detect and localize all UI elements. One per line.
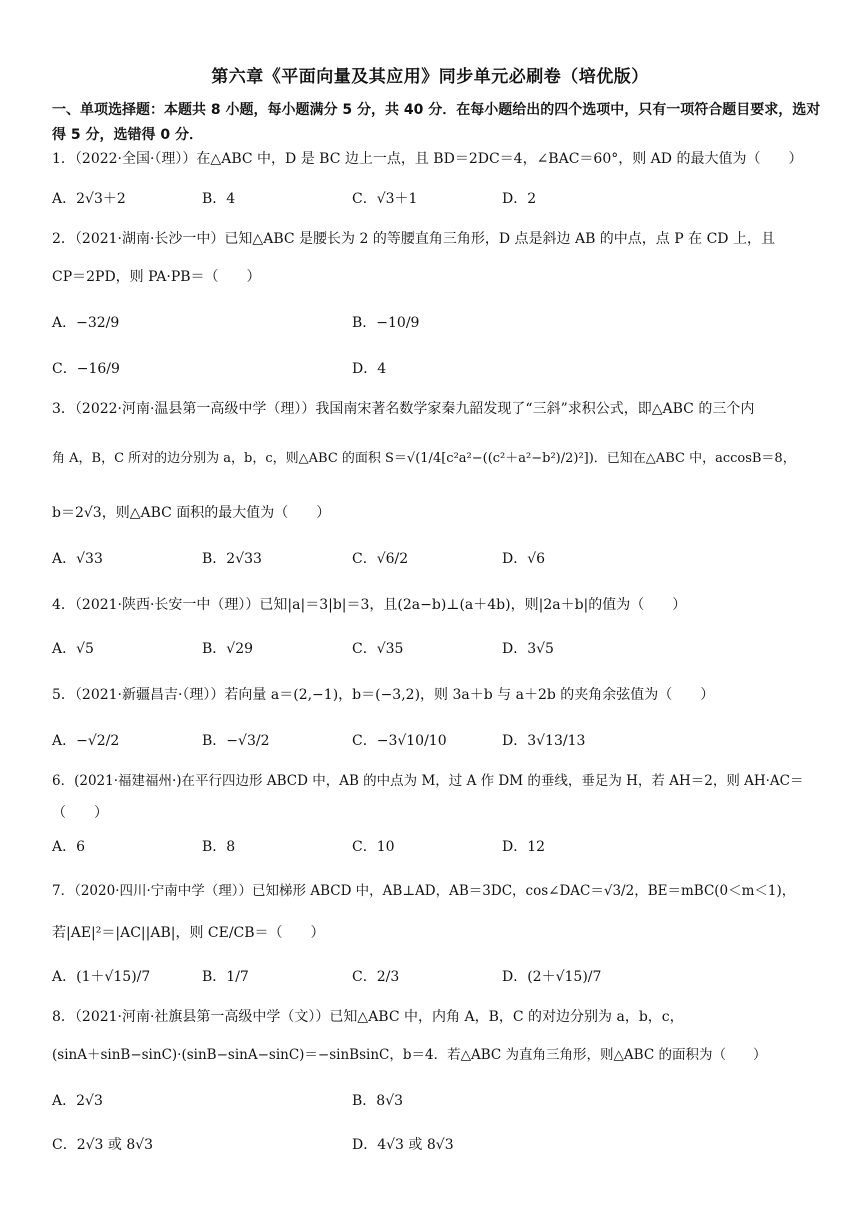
q7-option-d: D．(2＋√15)/7	[502, 969, 602, 985]
question-2-stem-line2: CP＝2PD，则 PA·PB＝（ ）	[52, 269, 261, 285]
question-3-stem-line1: 3．（2022·河南·温县第一高级中学（理））我国南宋著名数学家秦九韶发现了“三斜”求积公式，即△ABC 的三个内	[52, 401, 755, 417]
q5-option-c: C．−3√10/10	[352, 733, 447, 749]
question-6-stem-line1: 6．(2021·福建福州·)在平行四边形 ABCD 中，AB 的中点为 M，过 A 作 DM 的垂线，垂足为 H，若 AH＝2，则 AH·AC＝	[52, 773, 804, 789]
q3-option-a: A．√33	[52, 551, 103, 567]
q3-option-b: B．2√33	[202, 551, 262, 567]
q1-option-c: C．√3＋1	[352, 191, 418, 207]
q7-option-c: C．2/3	[352, 969, 400, 985]
q2-option-a: A．−32/9	[52, 315, 120, 331]
q8-option-d: D．4√3 或 8√3	[352, 1137, 454, 1153]
q6-option-b: B．8	[202, 839, 236, 855]
question-2-stem-line1: 2．（2021·湖南·长沙一中）已知△ABC 是腰长为 2 的等腰直角三角形，D 点是斜边 AB 的中点，点 P 在 CD 上，且	[52, 231, 775, 247]
q5-option-b: B．−√3/2	[202, 733, 270, 749]
q8-option-c: C．2√3 或 8√3	[52, 1137, 154, 1153]
question-3-stem-line2: 角 A，B，C 所对的边分别为 a，b，c，则△ABC 的面积 S＝√(1/4[c²a²−((c²＋a²−b²)/2)²])．已知在△ABC 中，accosB＝8，	[52, 451, 796, 466]
question-4-stem: 4．（2021·陕西·长安一中（理））已知|a|＝3|b|＝3，且(2a−b)⊥(a＋4b)，则|2a＋b|的值为（ ）	[52, 597, 687, 613]
q8-option-a: A．2√3	[52, 1093, 103, 1109]
question-1-stem: 1．（2022·全国·（理））在△ABC 中，D 是 BC 边上一点，且 BD＝2DC＝4，∠BAC＝60°，则 AD 的最大值为（ ）	[52, 151, 803, 167]
q2-option-b: B．−10/9	[352, 315, 420, 331]
q3-option-d: D．√6	[502, 551, 546, 567]
q2-option-d: D．4	[352, 361, 387, 377]
question-6-stem-line2: （ ）	[52, 805, 108, 821]
question-8-stem-line2: (sinA＋sinB−sinC)·(sinB−sinA−sinC)＝−sinBsinC，b＝4．若△ABC 为直角三角形，则△ABC 的面积为（ ）	[52, 1047, 767, 1063]
section-heading: 一、单项选择题：本题共 8 小题，每小题满分 5 分，共 40 分．在每小题给出的四个选项中，只有一项符合题目要求，选对得 5 分，选错得 0 分．	[52, 102, 821, 143]
q6-option-c: C．10	[352, 839, 395, 855]
q1-option-a: A．2√3＋2	[52, 191, 126, 207]
question-8-stem-line1: 8．（2021·河南·社旗县第一高级中学（文））已知△ABC 中，内角 A，B，C 的对边分别为 a，b，c，	[52, 1009, 684, 1025]
q2-option-c: C．−16/9	[52, 361, 120, 377]
q7-option-a: A．(1＋√15)/7	[52, 969, 151, 985]
q4-option-b: B．√29	[202, 641, 254, 657]
q5-option-a: A．−√2/2	[52, 733, 120, 749]
q8-option-b: B．8√3	[352, 1093, 404, 1109]
q4-option-c: C．√35	[352, 641, 404, 657]
q6-option-d: D．12	[502, 839, 546, 855]
q4-option-d: D．3√5	[502, 641, 554, 657]
page-title: 第六章《平面向量及其应用》同步单元必刷卷（培优版）	[211, 67, 649, 87]
question-7-stem-line2: 若|AE|²＝|AC||AB|，则 CE/CB＝（ ）	[52, 925, 325, 941]
question-3-stem-line3: b＝2√3，则△ABC 面积的最大值为（ ）	[52, 505, 331, 521]
question-7-stem-line1: 7．（2020·四川·宁南中学（理））已知梯形 ABCD 中，AB⊥AD，AB＝3DC，cos∠DAC＝√3/2，BE＝mBC(0＜m＜1)，	[52, 883, 796, 899]
q5-option-d: D．3√13/13	[502, 733, 586, 749]
q4-option-a: A．√5	[52, 641, 94, 657]
q1-option-d: D．2	[502, 191, 537, 207]
q7-option-b: B．1/7	[202, 969, 249, 985]
q1-option-b: B．4	[202, 191, 236, 207]
q6-option-a: A．6	[52, 839, 86, 855]
q3-option-c: C．√6/2	[352, 551, 409, 567]
question-5-stem: 5．（2021·新疆昌吉·（理））若向量 a＝(2,−1)，b＝(−3,2)，则 3a＋b 与 a＋2b 的夹角余弦值为（ ）	[52, 687, 715, 703]
